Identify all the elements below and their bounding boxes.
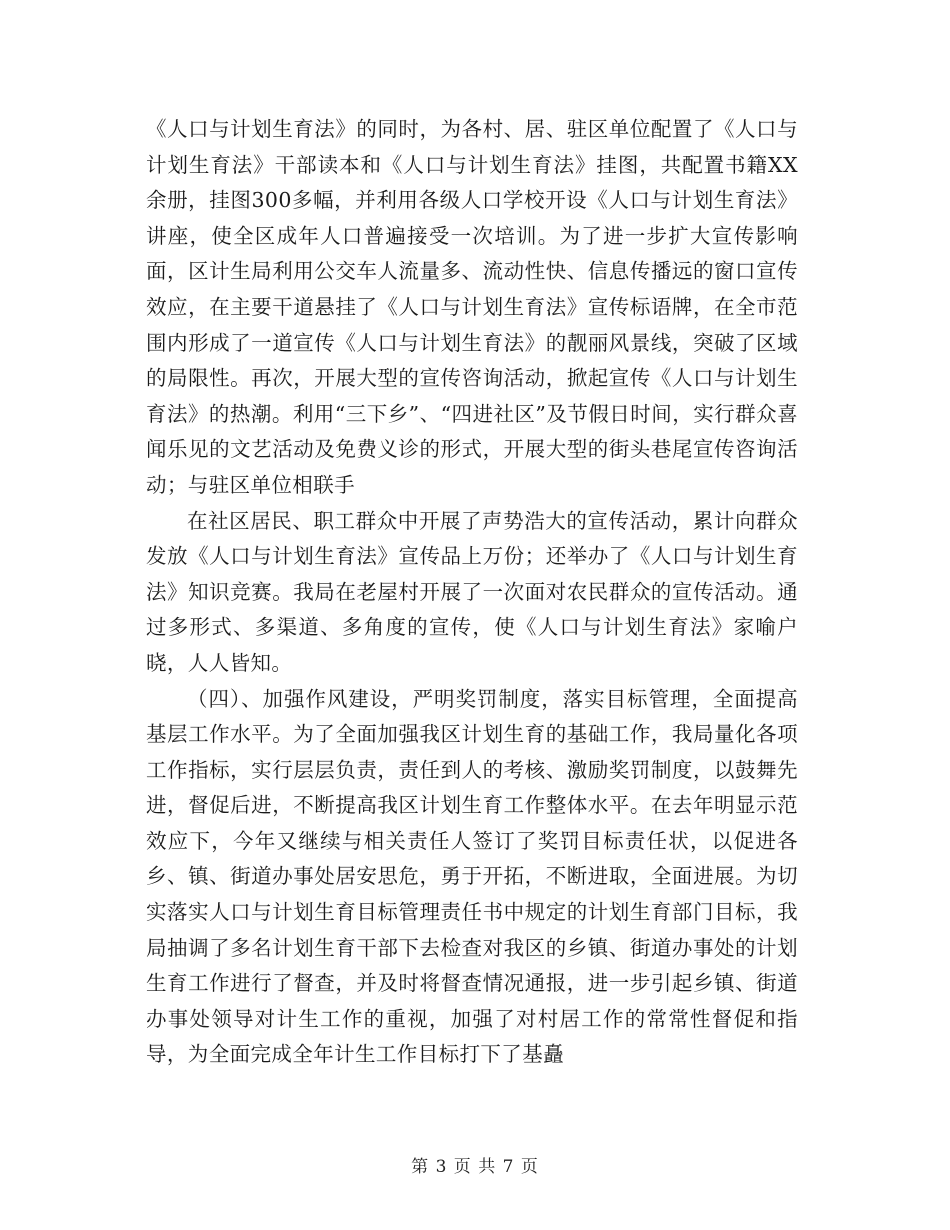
- page-number-footer: 第 3 页 共 7 页: [411, 1157, 539, 1177]
- paragraph-2: 在社区居民、职工群众中开展了声势浩大的宣传活动，累计向群众发放《人口与计划生育法》宣传品上万份；还举办了《人口与计划生育法》知识竞赛。我局在老屋村开展了一次面对农民群众的宣传活动。通过多形式、多渠道、多角度的宣传，使《人口与计划生育法》家喻户晓，人人皆知。: [146, 508, 798, 675]
- paragraph-1: 《人口与计划生育法》的同时，为各村、居、驻区单位配置了《人口与计划生育法》干部读本和《人口与计划生育法》挂图，共配置书籍XX余册，挂图300多幅，并利用各级人口学校开设《人口与计划生育法》讲座，使全区成年人口普遍接受一次培训。为了进一步扩大宣传影响面，区计生局利用公交车人流量多、流动性快、信息传播远的窗口宣传效应，在主要干道悬挂了《人口与计划生育法》宣传标语牌，在全市范围内形成了一道宣传《人口与计划生育法》的靓丽风景线，突破了区域的局限性。再次，开展大型的宣传咨询活动，掀起宣传《人口与计划生育法》的热潮。利用“三下乡”、“四进社区”及节假日时间，实行群众喜闻乐见的文艺活动及免费义诊的形式，开展大型的街头巷尾宣传咨询活动；与驻区单位相联手: [146, 117, 798, 497]
- document-body: [146, 112, 798, 1073]
- paragraph-3: （四）、加强作风建设，严明奖罚制度，落实目标管理，全面提高基层工作水平。为了全面加强我区计划生育的基础工作，我局量化各项工作指标，实行层层负责，责任到人的考核、激励奖罚制度，以鼓舞先进，督促后进，不断提高我区计划生育工作整体水平。在去年明显示范效应下，今年又继续与相关责任人签订了奖罚目标责任状，以促进各乡、镇、街道办事处居安思危，勇于开拓，不断进取，全面进展。为切实落实人口与计划生育目标管理责任书中规定的计划生育部门目标，我局抽调了多名计划生育干部下去检查对我区的乡镇、街道办事处的计划生育工作进行了督查，并及时将督查情况通报，进一步引起乡镇、街道办事处领导对计生工作的重视，加强了对村居工作的常常性督促和指导，为全面完成全年计生工作目标打下了基矗: [146, 686, 798, 1067]
